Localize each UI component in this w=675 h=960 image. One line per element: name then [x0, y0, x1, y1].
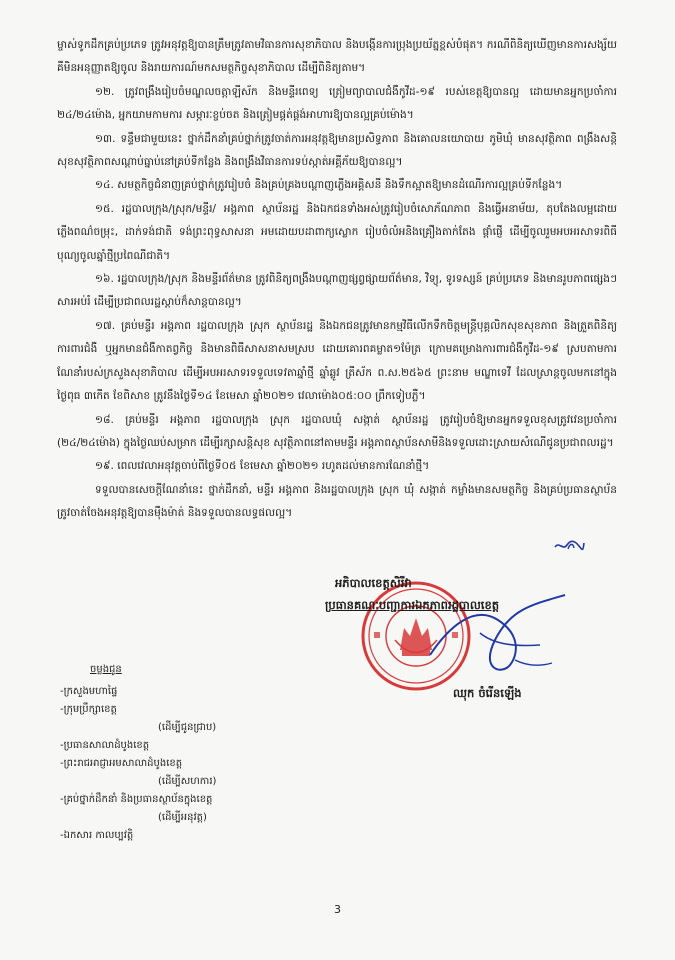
recipient-item: -គ្រប់ថ្នាក់ដឹកនាំ និងប្រធានស្ថាប័នក្នុងខេត្ត — [60, 794, 213, 805]
recipient-item: -ឯកសារ កាលប្បវត្តិ — [60, 830, 134, 841]
signer-title-line2: ប្រធានគណៈបញ្ជាការឯកភាពរដ្ឋបាលខេត្ត — [325, 598, 500, 612]
paragraph-14: ១៤. សមត្ថកិច្ចជំនាញគ្រប់ថ្នាក់ត្រូវរៀបចំ និងគ្រប់គ្រងបណ្តាញភ្លើងអគ្គិសនី និងទឹកស្អាតឱ្យមានដំណើរការល្អគ្រប់ទីកន្លែង។ — [95, 179, 563, 192]
recipient-item: -ក្រុមប្រឹក្សាខេត្ត — [60, 704, 117, 715]
recipient-note: (ដើម្បីជូនជ្រាប) — [158, 722, 217, 733]
paragraph-12: ១២. ត្រូវពង្រឹងរៀបចំមណ្ឌលចត្តាឡីស័ក និងមន្ទីរពេទ្យ ត្រៀមព្យាបាលជំងឺកូវីដ-១៩ របស់ខេត្តឱ្យបានល្អ ដោយមានអ្នកប្រចាំការ ២៤/២៤ម៉ោង, អ្នកយាមកាមការ សម្ភារៈខ្ចប់ចត និងត្រៀមផ្គត់ផ្គង់អាហារឱ្យបានល្អគ្រប់ម៉ោង។ — [57, 85, 617, 122]
paragraph-17: ១៧. គ្រប់មន្ទីរ អង្គភាព រដ្ឋបាលក្រុង ស្រុក ស្ថាប័នរដ្ឋ និងឯកជនត្រូវមានកម្មវិធីលើកទឹកចិត្តមន្ត្រីបុគ្គលិកសុខសុខភាព និងត្រួតពិនិត្យការពារជំងឺ ឬអ្នកមានជំងឺកាតព្វកិច្ច និងមានពិធីសាសនាសមស្រប ដោយគោរពគម្លាត១ម៉ែត្រ ក្រោមគម្រោងការពារជំងឺកូវីដ-១៩ ស្របតាមការណែនាំរបស់ក្រសួងសុខាភិបាល ដើម្បីអបអរសាទរទទួលទេវតាឆ្នាំថ្មី ឆ្នាំឆ្លូវ ត្រីស័ក ព.ស.២៥៦៥ ព្រះនាម មណ្ឌាទេវី ដែលស្រាន្តចូលមកនៅក្នុងថ្ងៃពុធ ៣កើត ខែពិសាខ ត្រូវនឹងថ្ងៃទី១៤ ខែមេសា ឆ្នាំ២០២១ វេលាម៉ោង០៥:០០ ព្រឹកទៀបភ្លឺ។ — [57, 319, 617, 403]
signer-name: ឈុក ចំរើនឡើង — [453, 686, 522, 700]
paragraph-16: ១៦. រដ្ឋបាលក្រុង/ស្រុក និងមន្ទីរព័ត៌មាន ត្រូវពិនិត្យពង្រឹងបណ្តាញផ្សព្វផ្សាយព័ត៌មាន, វិទ្យុ, ទូរទស្សន៍ គ្រប់ប្រភេទ និងមានរូបភាពផ្សេងៗ សារអប់រំ ដើម្បីប្រជាពលរដ្ឋស្តាប់ក៏សាន្តបានល្អ។ — [57, 273, 617, 309]
document-body — [57, 34, 617, 526]
recipient-note: (ដើម្បីសហការ) — [158, 776, 217, 787]
signer-title-line1: អភិបាលខេត្តសិរីវា — [335, 576, 412, 590]
recipients-title: ចម្លងជូន — [90, 664, 122, 675]
paragraph-13: ១៣. ទន្ទឹមជាមួយនេះ ថ្នាក់ដឹកនាំគ្រប់ថ្នាក់ត្រូវចាត់ការអនុវត្តឱ្យមានប្រសិទ្ធភាព និងគោលនយោបាយ ភូមិឃុំ មានសុវត្ថិភាព ពង្រឹងសន្តិសុខសុវត្ថិភាពសណ្តាប់ធ្នាប់នៅគ្រប់ទីកន្លែង និងពង្រឹងវិធានការទប់ស្កាត់អគ្គីភ័យឱ្យបានល្អ។ — [57, 132, 617, 169]
page-number: 3 — [334, 903, 341, 916]
handwritten-initial-icon — [553, 537, 585, 555]
closing-paragraph: ទទួលបានសេចក្តីណែនាំនេះ ថ្នាក់ដឹកនាំ, មន្ទីរ អង្គភាព និងរដ្ឋបាលក្រុង ស្រុក ឃុំ សង្កាត់ កម្លាំងមានសមត្ថកិច្ច និងគ្រប់ប្រធានស្ថាប័ន ត្រូវចាត់ចែងអនុវត្តឱ្យបានម៉ឺងម៉ាត់ និងទទួលបានលទ្ធផលល្អ។ — [57, 483, 617, 520]
paragraph-18: ១៨. គ្រប់មន្ទីរ អង្គភាព រដ្ឋបាលក្រុង ស្រុក រដ្ឋបាលឃុំ សង្កាត់ ស្ថាប័នរដ្ឋ ត្រូវរៀបចំឱ្យមានអ្នកទទួលខុសត្រូវវេនប្រចាំការ (២៤/២៤ម៉ោង) ក្នុងថ្ងៃឈប់សម្រាក ដើម្បីរក្សាសន្តិសុខ សុវត្ថិភាពនៅតាមមន្ទីរ អង្គភាពស្ថាប័នសាមីនិងទទួលដោះស្រាយសំណើជូនប្រជាពលរដ្ឋ។ — [57, 413, 617, 449]
paragraph-11-continued: ម្ចាស់ទូកដឹកគ្រប់ប្រភេទ ត្រូវអនុវត្តឱ្យបានត្រឹមត្រូវតាមវិធានការសុខាភិបាល និងបង្កើនការប្រុងប្រយ័ត្នខ្ពស់បំផុត។ ករណីពិនិត្យឃើញមានការសង្ស័យ គឺមិនអនុញ្ញាតឱ្យចូល និងរាយការណ៍មកសមត្ថកិច្ចសុខាភិបាល ដើម្បីពិនិត្យតាម។ — [57, 39, 618, 75]
handwritten-signature-icon — [420, 585, 570, 680]
recipient-item: -ប្រធានសាលាដំបូងខេត្ត — [60, 740, 150, 751]
paragraph-15: ១៥. រដ្ឋបាលក្រុង/ស្រុក/មន្ទីរ/ អង្គភាព ស្ថាប័នរដ្ឋ និងឯកជនទាំងអស់ត្រូវរៀបចំសោភ័ណភាព និងធ្វើអនាម័យ, តុបតែងលម្អដោយភ្លើងពណ៌ចម្រុះ, ដាក់ទង់ជាតិ ទង់ព្រះពុទ្ធសាសនា អមដោយបដាពាក្យស្លោក រៀបចំលំអនិងគ្រឿងតាក់តែង ផ្តាំផ្ញើ ដើម្បីចូលរួមអបអរសាទរពិធីបុណ្យចូលឆ្នាំថ្មីប្រពៃណីជាតិ។ — [57, 202, 617, 262]
recipient-note: (ដើម្បីអនុវត្ត) — [158, 812, 207, 823]
paragraph-19: ១៩. ពេលវេលាអនុវត្តចាប់ពីថ្ងៃទី០៥ ខែមេសា ឆ្នាំ២០២១ រហូតដល់មានការណែនាំថ្មី។ — [95, 460, 430, 473]
recipient-item: -ក្រសួងមហាផ្ទៃ — [60, 686, 118, 697]
recipient-item: -ព្រះរាជអាជ្ញាអមសាលាដំបូងខេត្ត — [60, 758, 183, 769]
